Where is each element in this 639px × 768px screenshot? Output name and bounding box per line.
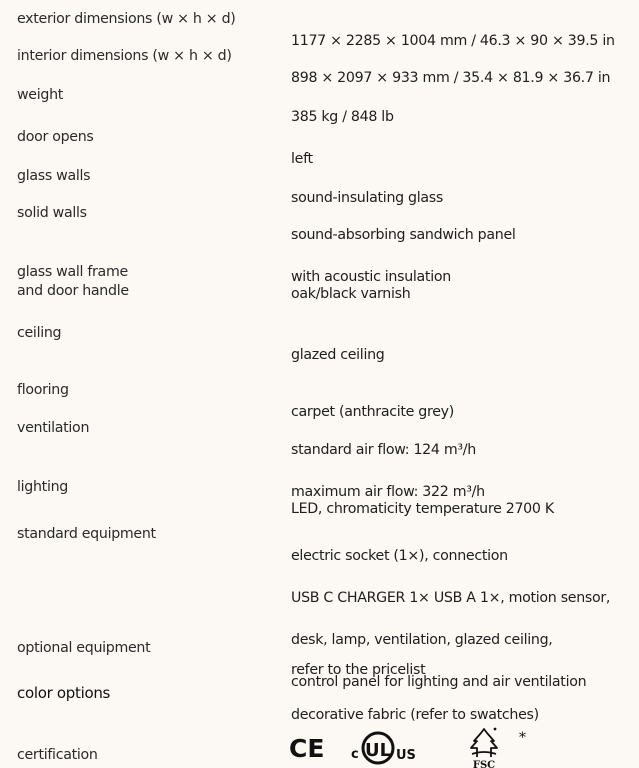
- spec-value-line: sound-insulating glass: [291, 190, 443, 206]
- spec-label: standard equipment: [17, 526, 156, 542]
- spec-label: color options: [17, 684, 111, 702]
- spec-value-line: LED, chromaticity temperature 2700 K: [291, 501, 554, 517]
- spec-value-line: sound-absorbing sandwich panel: [291, 227, 516, 243]
- spec-value-line: with acoustic insulation: [291, 269, 451, 285]
- spec-value-line: glazed ceiling: [291, 347, 385, 363]
- spec-label: interior dimensions (w × h × d): [17, 48, 232, 64]
- spec-value-line: oak/black varnish: [291, 286, 411, 302]
- spec-label: glass wall frame and door handle: [17, 264, 129, 299]
- ul-text: UL: [364, 740, 392, 761]
- spec-value-line: 385 kg / 848 lb: [291, 109, 394, 125]
- fsc-text: FSC: [472, 760, 496, 768]
- fsc-tree-icon: [471, 728, 497, 768]
- spec-value-line: carpet (anthracite grey): [291, 404, 454, 420]
- spec-label: flooring: [17, 382, 69, 398]
- ul-prefix-text: c: [351, 747, 359, 762]
- spec-value-line: maximum air flow: 322 m³/h: [291, 484, 485, 500]
- ce-mark-icon: [289, 734, 324, 763]
- spec-value-line: desk, lamp, ventilation, glazed ceiling,: [291, 632, 553, 648]
- certification-logos: [289, 724, 621, 768]
- ce-mark-text: CE: [289, 734, 325, 763]
- spec-label: glass walls: [17, 168, 91, 184]
- spec-label: solid walls: [17, 205, 87, 221]
- spec-row-certification: [0, 724, 639, 768]
- fsc-tick-curve: [472, 752, 496, 754]
- spec-label: optional equipment: [17, 640, 151, 656]
- spec-value-line: control panel for lighting and air ventilation: [291, 674, 587, 690]
- footnote-asterisk: *: [519, 730, 526, 746]
- spec-label: ceiling: [17, 325, 62, 341]
- spec-label: certification: [17, 747, 98, 763]
- spec-value-line: refer to the pricelist: [291, 662, 426, 678]
- ul-suffix-text: US: [396, 748, 416, 763]
- spec-value: [291, 263, 636, 326]
- spec-label: weight: [17, 87, 64, 103]
- spec-value-line: decorative fabric (refer to swatches): [291, 707, 539, 723]
- spec-label: door opens: [17, 129, 94, 145]
- fsc-registered-dot: [494, 728, 497, 731]
- spec-value-line: 898 × 2097 × 933 mm / 35.4 × 81.9 × 36.7 in: [291, 70, 611, 86]
- ul-listed-icon: [351, 733, 416, 763]
- spec-label: ventilation: [17, 420, 90, 436]
- spec-label: exterior dimensions (w × h × d): [17, 11, 236, 27]
- spec-value: [291, 324, 636, 387]
- spec-value-line: 1177 × 2285 × 1004 mm / 46.3 × 90 × 39.5 in: [291, 33, 615, 49]
- spec-value-line: USB C CHARGER 1× USB A 1×, motion sensor,: [291, 590, 611, 606]
- spec-value-line: electric socket (1×), connection: [291, 548, 508, 564]
- spec-value-line: standard air flow: 124 m³/h: [291, 442, 476, 458]
- spec-label: lighting: [17, 479, 68, 495]
- certification-logos-svg: [291, 724, 621, 768]
- spec-value-line: left: [291, 151, 313, 167]
